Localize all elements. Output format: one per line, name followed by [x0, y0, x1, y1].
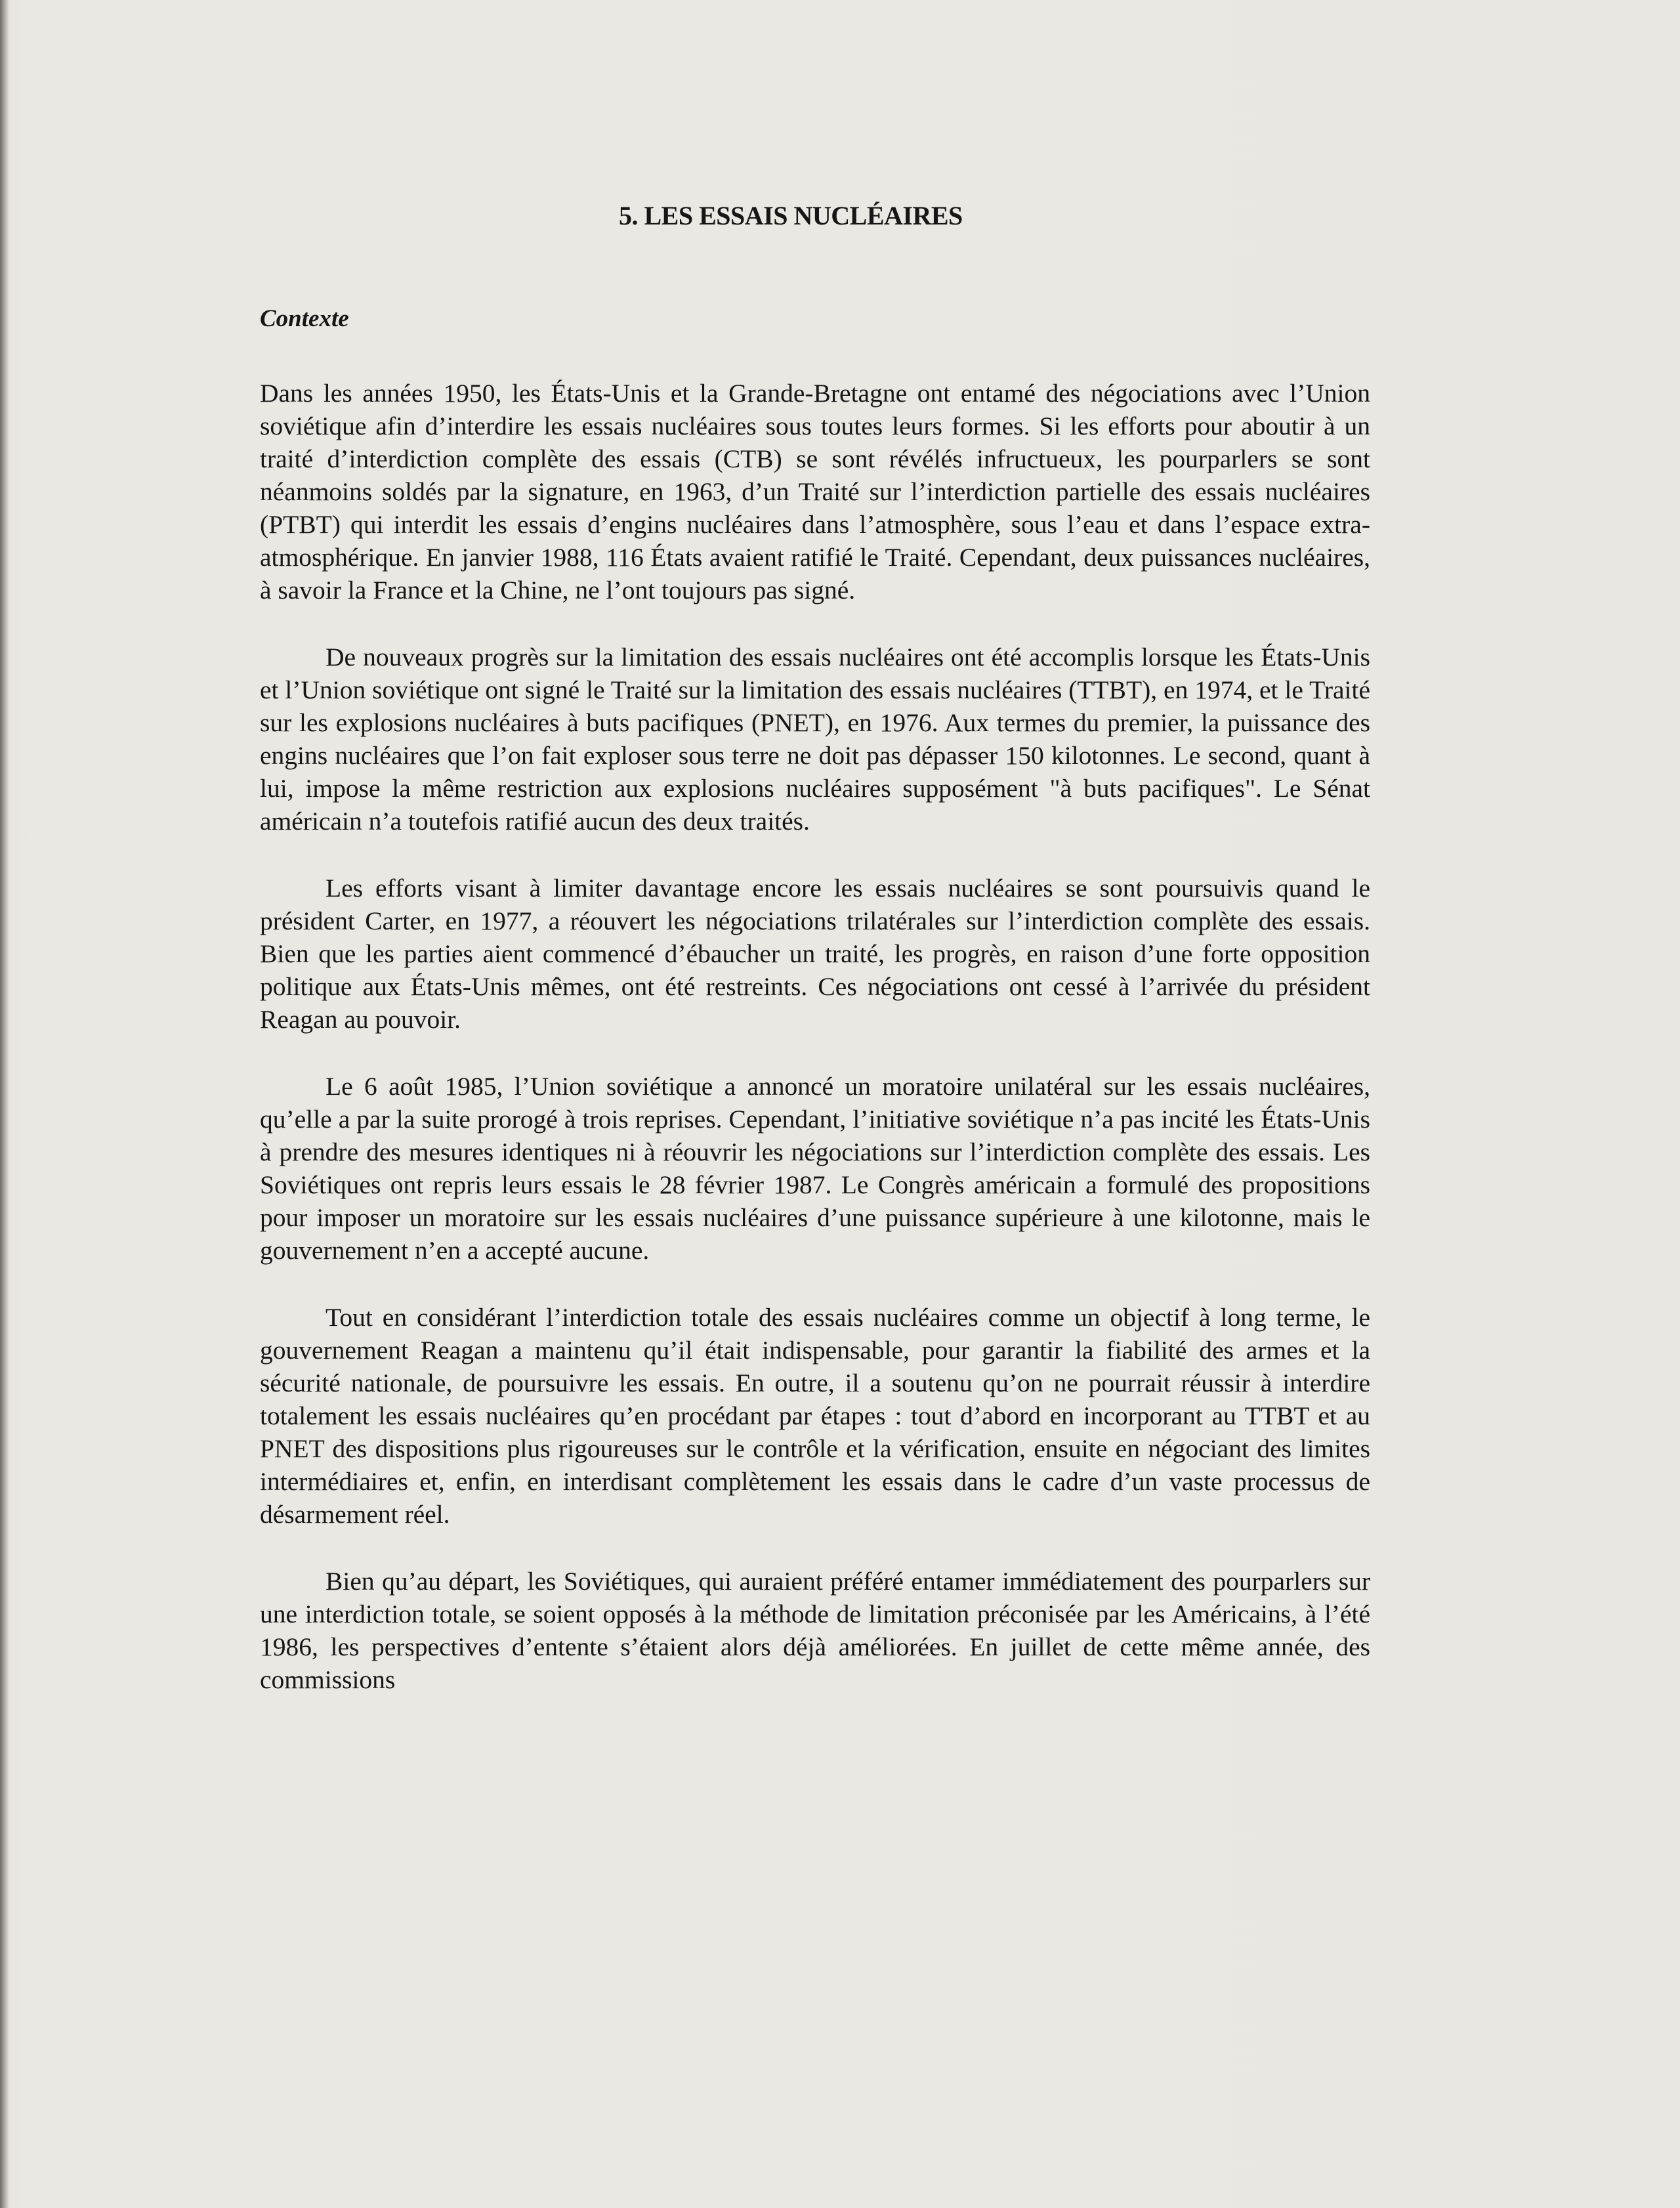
page-binding-edge: [0, 0, 9, 2208]
paragraph-2: De nouveaux progrès sur la limitation des essais nucléaires ont été accomplis lorsque les États-Unis et l’Union soviétique ont signé le Traité sur la limitation des essais nucléaires (TTBT), en 1974, et le Traité sur les explosions nucléaires à buts pacifiques (PNET), en 1976. Aux termes du premier, la puissance des engins nucléaires que l’on fait exploser sous terre ne doit pas dépasser 150 kilotonnes. Le second, quant à lui, impose la même restriction aux explosions nucléaires supposément "à buts pacifiques". Le Sénat américain n’a toutefois ratifié aucun des deux traités.: [260, 643, 1370, 836]
document-body: [260, 197, 1370, 1696]
page-title: 5. LES ESSAIS NUCLÉAIRES: [619, 201, 963, 230]
section-heading: Contexte: [260, 305, 349, 332]
paragraph-3: Les efforts visant à limiter davantage encore les essais nucléaires se sont poursuivis quand le président Carter, en 1977, a réouvert les négociations trilatérales sur l’interdiction complète des essais. Bien que les parties aient commencé d’ébaucher un traité, les progrès, en raison d’une forte opposition politique aux États-Unis mêmes, ont été restreints. Ces négociations ont cessé à l’arrivée du président Reagan au pouvoir.: [260, 874, 1370, 1034]
paragraph-6: Bien qu’au départ, les Soviétiques, qui auraient préféré entamer immédiatement des pourparlers sur une interdiction totale, se soient opposés à la méthode de limitation préconisée par les Américains, à l’été 1986, les perspectives d’entente s’étaient alors déjà améliorées. En juillet de cette même année, des commissions: [260, 1567, 1370, 1694]
paragraph-4: Le 6 août 1985, l’Union soviétique a annoncé un moratoire unilatéral sur les essais nucléaires, qu’elle a par la suite prorogé à trois reprises. Cependant, l’initiative soviétique n’a pas incité les États-Unis à prendre des mesures identiques ni à réouvrir les négociations sur l’interdiction complète des essais. Les Soviétiques ont repris leurs essais le 28 février 1987. Le Congrès américain a formulé des propositions pour imposer un moratoire sur les essais nucléaires d’une puissance supérieure à une kilotonne, mais le gouvernement n’en a accepté aucune.: [260, 1072, 1370, 1265]
paragraph-5: Tout en considérant l’interdiction totale des essais nucléaires comme un objectif à long terme, le gouvernement Reagan a maintenu qu’il était indispensable, pour garantir la fiabilité des armes et la sécurité nationale, de poursuivre les essais. En outre, il a soutenu qu’on ne pourrait réussir à interdire totalement les essais nucléaires qu’en procédant par étapes : tout d’abord en incorporant au TTBT et au PNET des dispositions plus rigoureuses sur le contrôle et la vérification, ensuite en négociant des limites intermédiaires et, enfin, en interdisant complètement les essais dans le cadre d’un vaste processus de désarmement réel.: [260, 1303, 1370, 1529]
paragraph-1: Dans les années 1950, les États-Unis et la Grande-Bretagne ont entamé des négociations avec l’Union soviétique afin d’interdire les essais nucléaires sous toutes leurs formes. Si les efforts pour aboutir à un traité d’interdiction complète des essais (CTB) se sont révélés infructueux, les pourparlers se sont néanmoins soldés par la signature, en 1963, d’un Traité sur l’interdiction partielle des essais nucléaires (PTBT) qui interdit les essais d’engins nucléaires dans l’atmosphère, sous l’eau et dans l’espace extra-atmosphérique. En janvier 1988, 116 États avaient ratifié le Traité. Cependant, deux puissances nucléaires, à savoir la France et la Chine, ne l’ont toujours pas signé.: [260, 379, 1370, 605]
